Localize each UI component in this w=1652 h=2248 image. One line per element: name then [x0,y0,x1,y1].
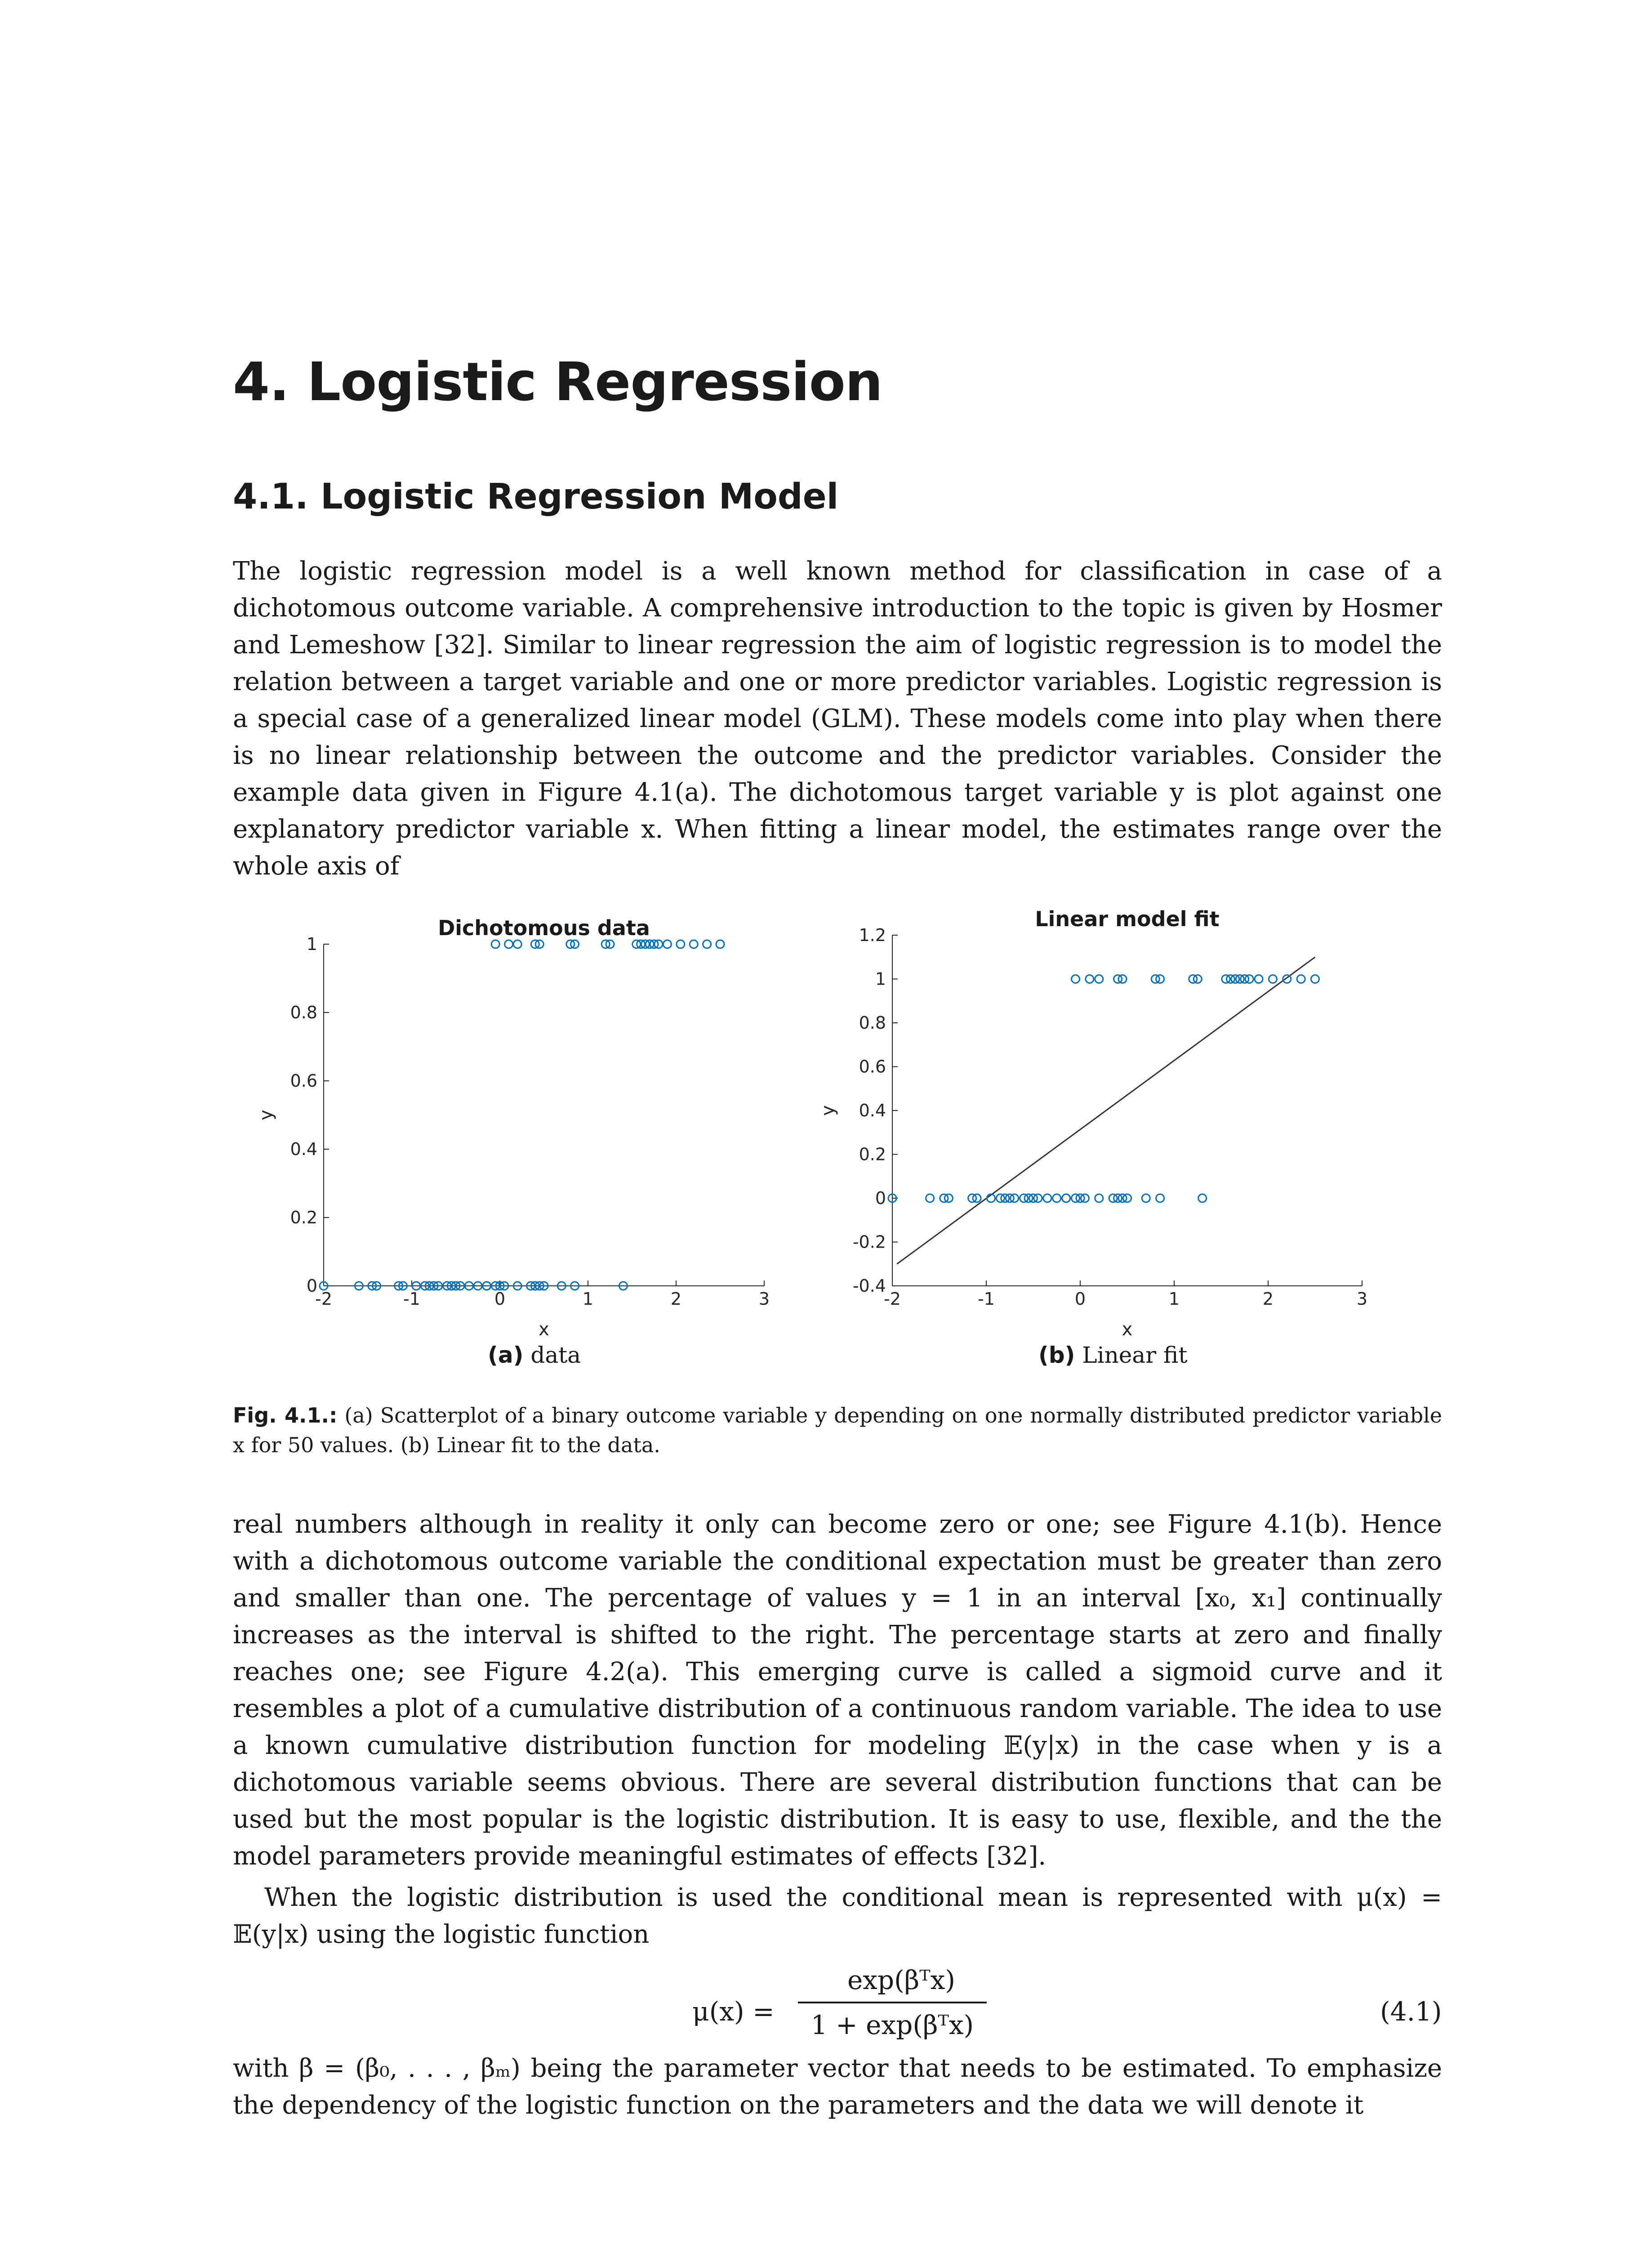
data-point [677,940,685,948]
data-point [1269,975,1277,983]
y-tick-label: -0.4 [852,1276,886,1296]
plot-title: Dichotomous data [438,916,650,940]
data-point [1311,975,1319,983]
x-tick-label: -1 [403,1289,420,1309]
equation-number: (4.1) [1380,1996,1442,2027]
data-point [1072,975,1080,983]
caption-text: (a) Scatterplot of a binary outcome variable y depending on one normally distributed predictor variable x for 50 values. (b) Linear fit to the data. [233,1403,1443,1457]
data-point [1255,975,1263,983]
fraction-bar [798,2002,987,2003]
y-tick-label: 1.2 [859,925,886,945]
figure-caption [233,1401,1442,1460]
y-axis-label: y [256,1110,276,1120]
data-point [1062,1194,1070,1202]
equation-denominator: 1 + exp(βᵀx) [810,2010,974,2040]
y-tick-label: 0.2 [290,1208,317,1227]
x-tick-label: 0 [1074,1289,1086,1309]
chapter-title: 4. Logistic Regression [233,351,882,413]
caption-label: Fig. 4.1.: [233,1403,338,1427]
figure-plots [0,890,1652,1430]
subcaption-a [488,1342,581,1368]
data-point [1043,1194,1051,1202]
y-tick-label: 0 [306,1276,317,1296]
y-tick-label: 0.6 [290,1071,317,1091]
equation-numerator: exp(βᵀx) [847,1965,955,1995]
x-tick-label: -2 [315,1289,332,1309]
paragraph-1: The logistic regression model is a well known method for classification in case of a dichotomous outcome variable. A comprehensive introduction to the topic is given by Hosmer and Lemeshow [32]. Similar to linear regression the aim of logistic regression is to model the relation between a target variable and one or more predictor variables. Logistic regression is a special case of a generalized linear model (GLM). These models come into play when there is no linear relationship between the outcome and the predictor variables. Consider the example data given in Figure 4.1(a). The dichotomous target variable y is plot against one explanatory predictor variable x. When fitting a linear model, the estimates range over the whole axis of [233,557,1442,881]
data-point [1095,975,1103,983]
data-point [1142,1194,1150,1202]
data-point [1297,975,1305,983]
y-tick-label: 0 [875,1188,886,1208]
x-tick-label: 0 [494,1289,506,1309]
equation-lhs: μ(x) = [692,1996,775,2027]
data-point [716,940,724,948]
data-point [505,940,513,948]
x-axis-label: x [1122,1319,1133,1340]
x-tick-label: 3 [758,1289,770,1309]
equation-4-1 [0,1965,1652,2055]
x-tick-label: 3 [1356,1289,1368,1309]
y-tick-label: 0.8 [290,1003,317,1022]
y-tick-label: 1 [875,969,886,989]
subcaption-b [1038,1342,1187,1368]
fit-line [897,957,1315,1264]
section-title: 4.1. Logistic Regression Model [233,477,839,517]
y-tick-label: 1 [306,934,317,954]
y-tick-label: 0.4 [290,1139,317,1159]
data-point [690,940,698,948]
data-point [1086,975,1094,983]
data-point [513,940,521,948]
y-tick-label: 0.4 [859,1101,886,1120]
y-tick-label: 0.6 [859,1057,886,1077]
x-tick-label: -1 [978,1289,995,1309]
x-tick-label: 1 [1168,1289,1180,1309]
data-point [1156,1194,1164,1202]
paragraph-4: with β = (β₀, . . . , βₘ) being the parameter vector that needs to be estimated. To emphasize the dependency of the logistic function on the parameters and the data we will denote it [233,2054,1442,2120]
subcaption-b-label: (b) [1038,1342,1075,1368]
x-axis-label: x [539,1319,549,1340]
y-tick-label: 0.2 [859,1144,886,1164]
subcaption-a-text: data [530,1342,581,1368]
data-point [703,940,711,948]
x-tick-label: -2 [884,1289,901,1309]
data-point [926,1194,934,1202]
x-tick-label: 2 [1262,1289,1274,1309]
data-point [1198,1194,1207,1202]
x-tick-label: 2 [670,1289,682,1309]
y-axis-label: y [818,1105,838,1116]
plot-dichotomous-data [256,916,770,1340]
y-tick-label: 0.8 [859,1013,886,1033]
plot-linear-fit [818,907,1367,1340]
subcaption-b-text: Linear fit [1082,1342,1188,1368]
data-point [1095,1194,1103,1202]
paragraph-3: When the logistic distribution is used the conditional mean is represented with μ(x) = 𝔼(y|x) using the logistic function [233,1883,1442,1949]
x-tick-label: 1 [582,1289,594,1309]
plot-title: Linear model fit [1035,907,1220,931]
y-tick-label: -0.2 [852,1232,886,1252]
subcaption-a-label: (a) [488,1342,524,1368]
paragraph-2: real numbers although in reality it only can become zero or one; see Figure 4.1(b). Hence with a dichotomous outcome variable the conditional expectation must be greater than zero and smaller than one. The percentage of values y = 1 in an interval [x₀, x₁] continually increases as the interval is shifted to the right. The percentage starts at zero and finally reaches one; see Figure 4.2(a). This emerging curve is called a sigmoid curve and it resembles a plot of a cumulative distribution of a continuous random variable. The idea to use a known cumulative distribution function for modeling 𝔼(y|x) in the case when y is a dichotomous variable seems obvious. There are several distribution functions that can be used but the most popular is the logistic distribution. It is easy to use, flexible, and the the model parameters provide meaningful estimates of effects [32]. [233,1510,1442,1871]
data-point [1283,975,1291,983]
data-point [663,940,671,948]
data-point [491,940,499,948]
data-point [1053,1194,1061,1202]
figure-4-1 [0,890,1652,1430]
